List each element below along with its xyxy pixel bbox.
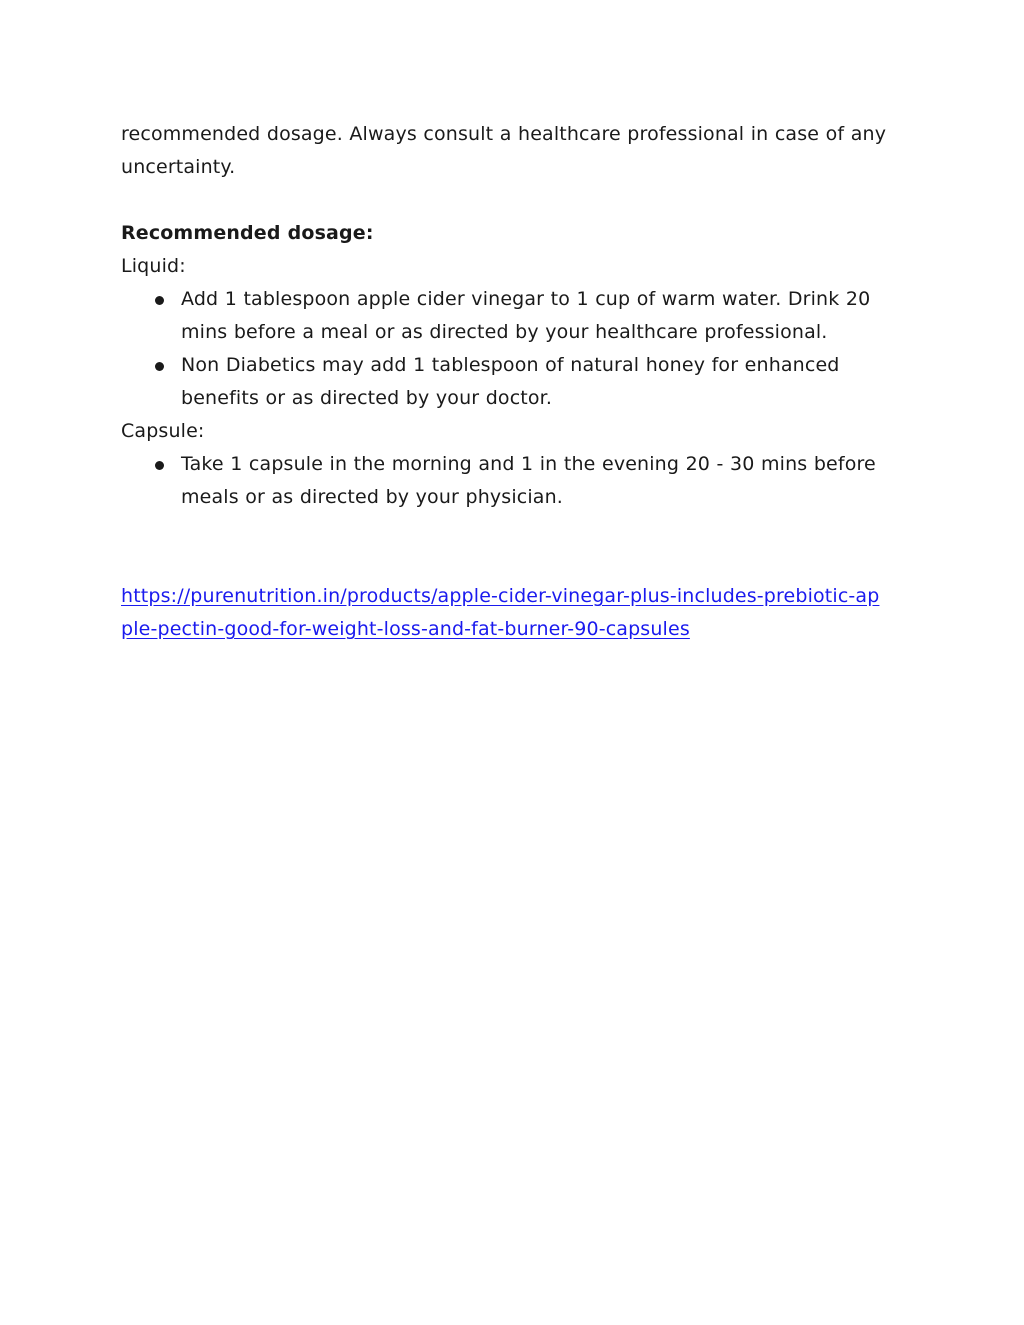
bullet-icon (155, 296, 164, 305)
liquid-list (121, 283, 891, 415)
spacer (121, 514, 891, 580)
capsule-label: Capsule: (121, 420, 205, 442)
bullet-icon (155, 461, 164, 470)
liquid-label: Liquid: (121, 255, 186, 277)
list-item-text: Non Diabetics may add 1 tablespoon of natural honey for enhanced benefits or as directed by your doctor. (181, 354, 840, 409)
intro-paragraph: recommended dosage. Always consult a healthcare professional in case of any uncertainty. (121, 123, 887, 178)
list-item-text: Add 1 tablespoon apple cider vinegar to 1 cup of warm water. Drink 20 mins before a meal or as directed by your healthcare professional. (181, 288, 871, 343)
capsule-list (121, 448, 891, 514)
dosage-heading: Recommended dosage: (121, 222, 374, 244)
bullet-icon (155, 362, 164, 371)
spacer (121, 184, 891, 217)
list-item (181, 448, 891, 514)
list-item-text: Take 1 capsule in the morning and 1 in the evening 20 - 30 mins before meals or as directed by your physician. (181, 453, 876, 508)
list-item (181, 283, 891, 349)
product-link[interactable]: https://purenutrition.in/products/apple-cider-vinegar-plus-includes-prebiotic-apple-pectin-good-for-weight-loss-and-fat-burner-90-capsules (121, 585, 880, 640)
list-item (181, 349, 891, 415)
document-page (121, 118, 891, 646)
link-paragraph (121, 580, 891, 646)
